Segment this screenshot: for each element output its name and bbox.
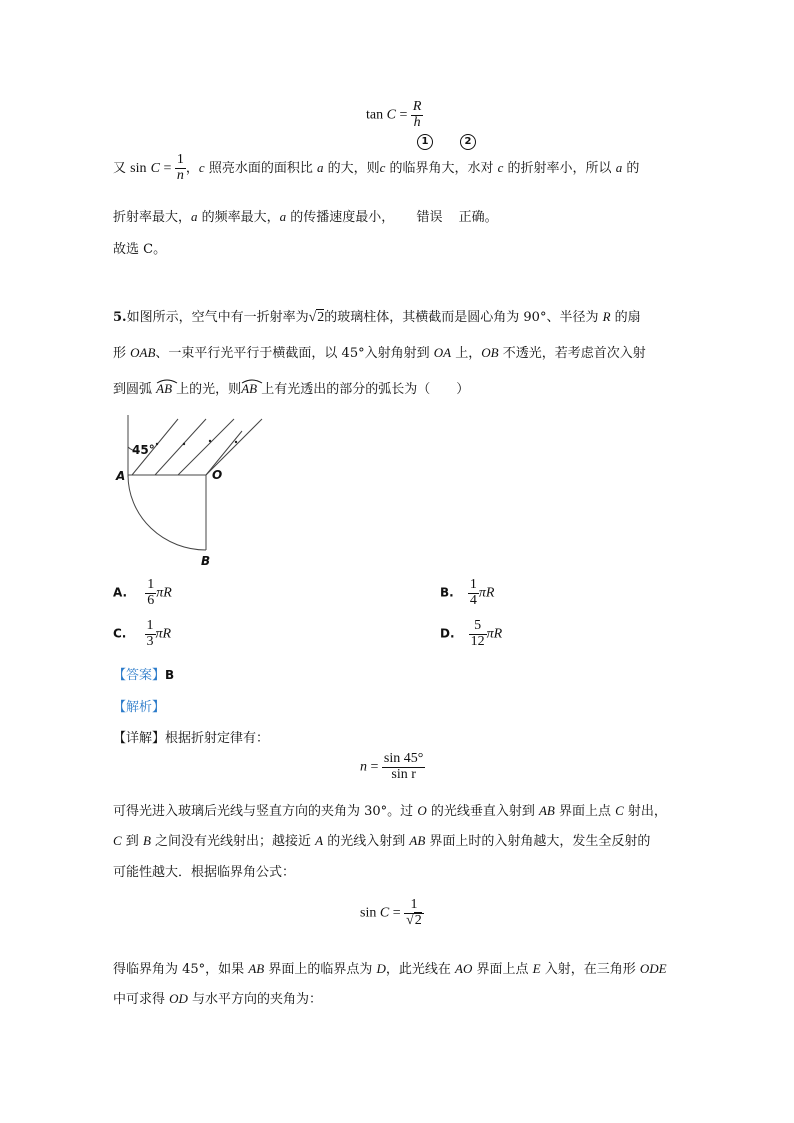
- question-line: 5.如图所示，空气中有一折射率为√2的玻璃柱体，其横截而是圆心角为 90°、半径为 R 的扇: [113, 309, 641, 325]
- math-var: AB: [241, 381, 258, 396]
- math-var: B: [142, 833, 151, 848]
- fraction: [175, 153, 186, 183]
- math-text: tan: [366, 107, 384, 123]
- math-var: a: [191, 209, 198, 224]
- text: 界面上的临界点为: [264, 962, 377, 977]
- math-var: AB: [409, 833, 426, 848]
- sqrt-radicand: 2: [317, 310, 325, 325]
- option-label: B.: [440, 585, 454, 600]
- text: 正确。: [458, 210, 498, 225]
- text: 到: [121, 834, 143, 849]
- math-var: R: [602, 309, 611, 324]
- text: 的玻璃柱体，其横截而是圆心角为 90°、半径为: [324, 310, 603, 325]
- text-line: [113, 958, 667, 977]
- text: 的光线入射到: [323, 834, 410, 849]
- fraction: [145, 619, 156, 649]
- math-var: AO: [455, 961, 473, 976]
- text: 界面上点: [472, 962, 533, 977]
- option-tail: πR: [155, 626, 172, 642]
- arc-mark: [156, 378, 178, 384]
- text: 的大，则: [323, 161, 380, 176]
- math-var: AB: [538, 803, 555, 818]
- math-var: a: [279, 209, 287, 224]
- option-c[interactable]: [113, 619, 171, 649]
- text: 不透光，若考虑首次入射: [498, 346, 646, 361]
- question-number: 5.: [113, 310, 127, 325]
- text: 折射率最大，: [113, 210, 192, 225]
- option-d[interactable]: [440, 619, 502, 649]
- figure-angle-label: 45°: [132, 443, 155, 457]
- text: 的: [622, 161, 640, 176]
- sqrt-radicand: 2: [414, 912, 422, 928]
- text: 与水平方向的夹角为：: [187, 992, 323, 1007]
- option-label: C.: [113, 626, 127, 641]
- math-var: OD: [169, 991, 188, 1006]
- figure-point-A: A: [116, 469, 126, 483]
- text-line: [113, 800, 667, 819]
- text: 界面上点: [554, 804, 616, 819]
- text: 可得光进入玻璃后光线与竖直方向的夹角为 30°。过: [113, 804, 418, 819]
- math-var: E: [532, 961, 541, 976]
- text-line: [113, 988, 322, 1007]
- math-var: AB: [248, 961, 265, 976]
- critical-angle-formula: sin C = $\frac{1}{√2}$: [360, 897, 422, 928]
- text: 入射，在三角形: [540, 962, 640, 977]
- text-line: 可能性越大．根据临界角公式：: [113, 865, 296, 880]
- text: 上，: [451, 346, 482, 361]
- option-tail: πR: [486, 626, 503, 642]
- frac-num: 5: [469, 619, 487, 635]
- math-var: a: [615, 160, 623, 175]
- math-var: D: [376, 961, 386, 976]
- text: 的光线垂直入射到: [426, 804, 539, 819]
- text: ，此光线在: [385, 962, 455, 977]
- answer-line: [113, 664, 174, 683]
- text: 的扇: [610, 310, 641, 325]
- arc-AB: [128, 475, 206, 550]
- frac-den: h: [413, 114, 421, 130]
- detail-tag: 【详解】: [113, 731, 166, 746]
- ray-dot: [183, 443, 185, 445]
- fraction: [382, 752, 425, 782]
- text: 到圆弧: [113, 382, 153, 397]
- text: 的频率最大，: [197, 210, 280, 225]
- frac-num: R: [412, 99, 422, 114]
- fraction: [468, 578, 479, 608]
- frac-den: 12: [470, 633, 485, 649]
- circled-number-1: 1: [417, 134, 433, 150]
- text: 上的光，则: [172, 382, 242, 397]
- math-var: ODE: [639, 961, 667, 976]
- text: 根据折射定律有：: [165, 731, 270, 746]
- text: 形: [113, 346, 131, 361]
- ray-dot: [209, 440, 211, 442]
- text: 界面上时的入射角越大，发生全反射的: [425, 834, 651, 849]
- math-var: c: [497, 160, 504, 175]
- math-var: c: [198, 160, 205, 175]
- option-label: A.: [113, 585, 128, 600]
- frac-num: 1: [146, 618, 154, 633]
- option-a[interactable]: [113, 578, 172, 608]
- ray-dot: [235, 441, 237, 443]
- detail-line: [113, 727, 269, 746]
- math-var: C: [150, 161, 160, 176]
- arc-mark: [241, 378, 263, 384]
- math-var: O: [417, 803, 427, 818]
- ray-dot: [156, 443, 158, 445]
- frac-den: 6: [147, 592, 155, 608]
- figure-point-B: B: [201, 554, 211, 568]
- math-var: OB: [481, 345, 499, 360]
- math-var: C: [379, 905, 390, 921]
- frac-num: sin 45°: [383, 751, 424, 766]
- frac-den: 3: [146, 633, 154, 649]
- frac-num: 1: [176, 152, 184, 168]
- text: 如图所示，空气中有一折射率为: [126, 310, 309, 325]
- frac-den: 4: [469, 592, 477, 608]
- math-text: sin: [360, 905, 377, 921]
- text: 的折射率小，所以: [503, 161, 616, 176]
- text-line: [113, 830, 650, 849]
- sector-figure: [110, 415, 270, 575]
- text: 中可求得: [113, 992, 170, 1007]
- question-line: [113, 342, 646, 361]
- frac-num: 1: [469, 577, 477, 592]
- text: 得临界角为 45°，如果: [113, 962, 249, 977]
- frac-den: n: [176, 168, 184, 183]
- math-var: n: [360, 759, 367, 775]
- text: 上有光透出的部分的弧长为（ ）: [257, 382, 470, 397]
- option-label: D.: [440, 626, 455, 641]
- text: 又: [113, 161, 127, 176]
- text-line: [113, 206, 498, 225]
- option-tail: πR: [478, 585, 495, 601]
- math-var: OAB: [130, 345, 156, 360]
- text: 、一束平行光平行于横截面，以 45°入射角射到: [155, 346, 434, 361]
- math-var: C: [113, 833, 122, 848]
- math-var: AB: [156, 381, 173, 396]
- circled-number-2: 2: [460, 134, 476, 150]
- text: 的临界角大，水对: [385, 161, 498, 176]
- text: 之间没有光线射出；越接近: [150, 834, 316, 849]
- fraction: [411, 100, 424, 130]
- text: 的传播速度最小，: [286, 210, 395, 225]
- frac-num: 1: [404, 898, 424, 914]
- text: ，: [185, 161, 199, 176]
- tan-formula: tan C = $\frac{R}{h}$: [366, 99, 422, 130]
- answer-value: B: [165, 668, 175, 682]
- question-line: [113, 378, 469, 397]
- text: 照亮水面的面积比: [204, 161, 317, 176]
- text-line: 又 sin C = $\frac{1}{n}$ ，c 照亮水面的面积比 a 的大，则c 的临界角大，水对 c 的折射率小，所以 a 的: [113, 152, 640, 183]
- frac-num: 1: [147, 577, 155, 592]
- math-text: sin: [130, 161, 147, 176]
- analysis-tag: 【解析】: [113, 700, 166, 715]
- fraction: [145, 578, 156, 608]
- figure-point-O: O: [212, 468, 223, 482]
- frac-den: sin r: [391, 766, 416, 782]
- text: 射出，: [623, 804, 667, 819]
- fraction: [469, 619, 487, 649]
- math-var: C: [615, 803, 624, 818]
- answer-tag: 【答案】: [113, 668, 166, 683]
- math-var: a: [316, 160, 324, 175]
- math-var: OA: [433, 345, 452, 360]
- light-ray: [155, 419, 206, 475]
- light-ray: [178, 419, 234, 475]
- light-ray: [206, 419, 262, 475]
- math-var: C: [386, 107, 396, 123]
- conclusion-line: 故选 C。: [113, 242, 167, 257]
- option-tail: πR: [156, 585, 172, 601]
- refraction-formula: n = $\frac{\sin 45^\circ}{\text{sin r}}$: [360, 751, 424, 782]
- math-var: A: [315, 833, 324, 848]
- math-var: c: [379, 160, 386, 175]
- fraction: $\frac{1}{√2}$: [406, 897, 422, 928]
- text: 错误: [416, 210, 443, 225]
- option-b[interactable]: [440, 578, 494, 608]
